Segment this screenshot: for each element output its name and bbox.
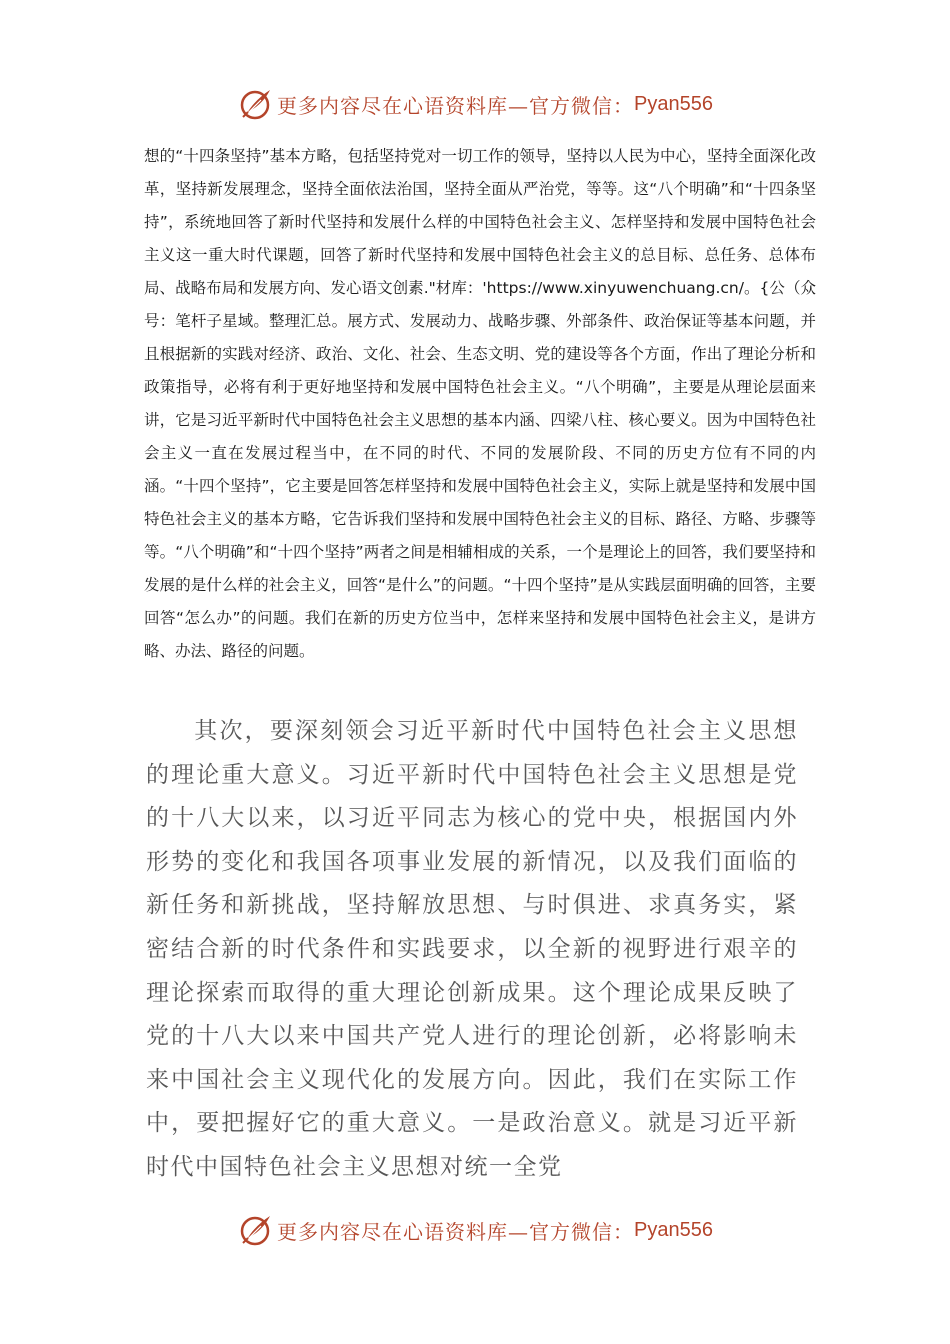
banner-text: 更多内容尽在心语资料库—官方微信： <box>277 1219 635 1244</box>
dense-paragraph: 想的“十四条坚持”基本方略，包括坚持党对一切工作的领导，坚持以人民为中心，坚持全面深化改革，坚持新发展理念，坚持全面依法治国，坚持全面从严治党，等等。这“八个明确”和“十四条坚持”，系统地回答了新时代坚持和发展什么样的中国特色社会主义、怎样坚持和发展中国特色社会主义这一重大时代课题，回答了新时代坚持和发展中国特色社会主义的总目标、总任务、总体布局、战略布局和发展方向、发心语文创素."材库：'https://www.xinyuwenchuang.cn/。{公（众号：笔杆子星域。整理汇总。展方式、发展动力、战略步骤、外部条件、政治保证等基本问题，并且根据新的实践对经济、政治、文化、社会、生态文明、党的建设等各个方面，作出了理论分析和政策指导，必将有利于更好地坚持和发展中国特色社会主义。“八个明确”，主要是从理论层面来讲，它是习近平新时代中国特色社会主义思想的基本内涵、四梁八柱、核心要义。因为中国特色社会主义一直在发展过程当中，在不同的时代、不同的发展阶段、不同的历史方位有不同的内涵。“十四个坚持”，它主要是回答怎样坚持和发展中国特色社会主义，实际上就是坚持和发展中国特色社会主义的基本方略，它告诉我们坚持和发展中国特色社会主义的目标、路径、方略、步骤等等。“八个明确”和“十四个坚持”两者之间是相辅相成的关系，一个是理论上的回答，我们要坚持和发展的是什么样的社会主义，回答“是什么”的问题。“十四个坚持”是从实践层面明确的回答，主要回答“怎么办”的问题。我们在新的历史方位当中，怎样来坚持和发展中国特色社会主义，是讲方略、办法、路径的问题。 <box>144 147 816 660</box>
wechat-id: Pyan556 <box>634 92 713 115</box>
banner-text: 更多内容尽在心语资料库—官方微信： <box>277 93 635 118</box>
formal-paragraph: 其次，要深刻领会习近平新时代中国特色社会主义思想的理论重大意义。习近平新时代中国特色社会主义思想是党的十八大以来，以习近平同志为核心的党中央，根据国内外形势的变化和我国各项事业发展的新情况，以及我们面临的新任务和新挑战，坚持解放思想、与时俱进、求真务实，紧密结合新的时代条件和实践要求，以全新的视野进行艰辛的理论探索而取得的重大理论创新成果。这个理论成果反映了党的十八大以来中国共产党人进行的理论创新，必将影响未来中国社会主义现代化的发展方向。因此，我们在实际工作中，要把握好它的重大意义。一是政治意义。就是习近平新时代中国特色社会主义思想对统一全党 <box>146 718 798 1180</box>
wechat-id: Pyan556 <box>634 1218 713 1241</box>
feather-pen-logo-icon <box>237 1212 273 1248</box>
header-banner <box>0 84 950 124</box>
formal-paragraph-block <box>146 710 798 1190</box>
dense-paragraph-block <box>144 140 816 668</box>
feather-pen-logo-icon <box>237 86 273 122</box>
footer-banner <box>0 1210 950 1250</box>
